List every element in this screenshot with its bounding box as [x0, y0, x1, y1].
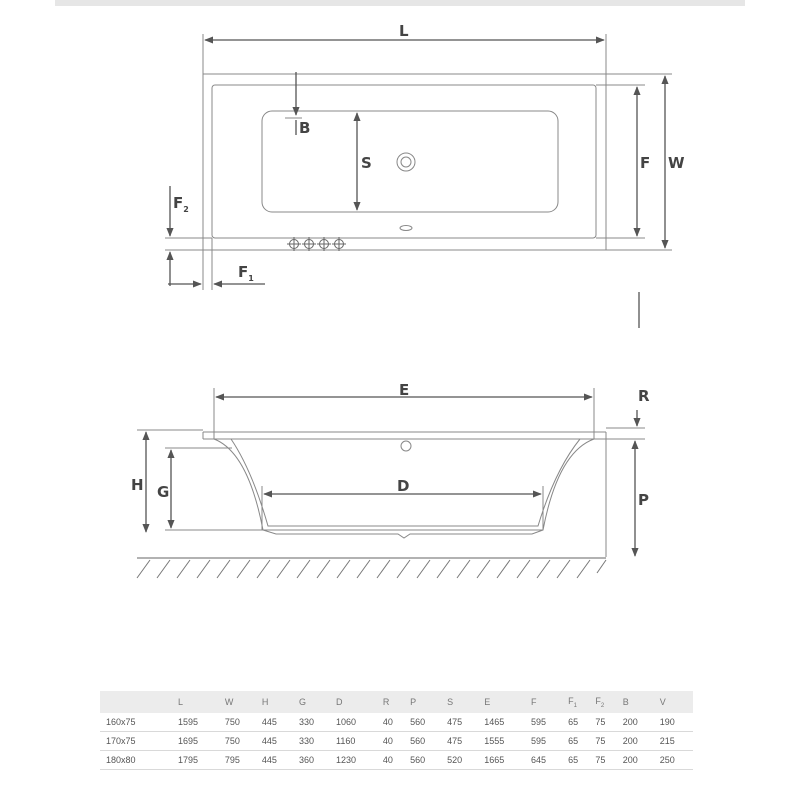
table-header-cell: E — [480, 691, 527, 713]
table-cell: 645 — [527, 751, 564, 770]
table-cell: 1555 — [480, 732, 527, 751]
table-cell: 445 — [258, 751, 295, 770]
table-cell: 40 — [379, 732, 406, 751]
tub-feet-outline — [263, 530, 543, 538]
table-row — [100, 732, 693, 751]
table-cell: 750 — [221, 713, 258, 732]
tap-icons — [287, 237, 346, 251]
label-B: B — [299, 119, 311, 137]
table-header-cell: S — [443, 691, 480, 713]
label-D: D — [397, 477, 410, 495]
table-cell: 475 — [443, 713, 480, 732]
table-cell: 1795 — [174, 751, 221, 770]
table-cell: 1060 — [332, 713, 379, 732]
table-cell: 1230 — [332, 751, 379, 770]
table-cell: 560 — [406, 751, 443, 770]
table-cell: 1160 — [332, 732, 379, 751]
table-cell: 330 — [295, 713, 332, 732]
label-P: P — [638, 491, 649, 509]
table-cell: 75 — [591, 713, 618, 732]
table-cell: 330 — [295, 732, 332, 751]
label-F: F — [640, 154, 651, 172]
table-header-cell: P — [406, 691, 443, 713]
label-S: S — [361, 154, 372, 172]
side-view-dimensions — [146, 397, 637, 556]
label-E: E — [399, 381, 410, 399]
table-header-cell: B — [619, 691, 656, 713]
table-header-cell: H — [258, 691, 295, 713]
table-cell: 560 — [406, 732, 443, 751]
label-F1: $F_1$ — [238, 263, 254, 283]
top-view-dimensions — [168, 40, 665, 328]
table-cell: 190 — [656, 713, 693, 732]
table-cell: 65 — [564, 751, 591, 770]
table-row-model: 180x80 — [100, 751, 174, 770]
table-header-cell: R — [379, 691, 406, 713]
table-cell: 445 — [258, 713, 295, 732]
table-cell: 750 — [221, 732, 258, 751]
overflow-icon — [400, 226, 412, 231]
table-header-cell: G — [295, 691, 332, 713]
table-cell: 200 — [619, 732, 656, 751]
dimensions-table — [100, 691, 693, 770]
table-header-cell: F — [527, 691, 564, 713]
table-cell: 215 — [656, 732, 693, 751]
table-header-cell: $F_1$ — [564, 691, 591, 713]
drain-icon — [397, 153, 415, 171]
tap-icon — [287, 237, 301, 251]
table-header-cell: $F_2$ — [591, 691, 618, 713]
table-cell: 1465 — [480, 713, 527, 732]
table-cell: 1695 — [174, 732, 221, 751]
tap-icon — [302, 237, 316, 251]
label-H: H — [131, 476, 144, 494]
table-cell: 200 — [619, 713, 656, 732]
label-L: L — [399, 22, 409, 40]
tub-outer-rim — [203, 74, 606, 250]
tap-icon — [317, 237, 331, 251]
overflow-side-icon — [401, 441, 411, 451]
table-cell: 445 — [258, 732, 295, 751]
tap-icon — [332, 237, 346, 251]
table-cell: 65 — [564, 713, 591, 732]
label-F2: $F_2$ — [173, 194, 189, 214]
table-cell: 200 — [619, 751, 656, 770]
table-cell: 250 — [656, 751, 693, 770]
label-R: R — [638, 387, 650, 405]
table-cell: 40 — [379, 751, 406, 770]
table-header-cell: D — [332, 691, 379, 713]
label-G: G — [157, 483, 170, 501]
table-body — [100, 713, 693, 770]
table-cell: 1665 — [480, 751, 527, 770]
table-row-model: 170x75 — [100, 732, 174, 751]
table-cell: 75 — [591, 732, 618, 751]
table-cell: 40 — [379, 713, 406, 732]
table-cell: 360 — [295, 751, 332, 770]
table-row — [100, 751, 693, 770]
table-cell: 595 — [527, 732, 564, 751]
tub-deck — [212, 85, 596, 238]
table-cell: 1595 — [174, 713, 221, 732]
table-cell: 65 — [564, 732, 591, 751]
label-W: W — [668, 154, 685, 172]
table-row-model: 160x75 — [100, 713, 174, 732]
table-header-row — [100, 691, 693, 713]
table-cell: 475 — [443, 732, 480, 751]
table-cell: 75 — [591, 751, 618, 770]
floor-hatching — [137, 560, 606, 578]
table-row — [100, 713, 693, 732]
table-header-cell — [100, 691, 174, 713]
table-header-cell: W — [221, 691, 258, 713]
side-view — [137, 388, 645, 578]
table-cell: 560 — [406, 713, 443, 732]
table-header-cell: L — [174, 691, 221, 713]
table-cell: 520 — [443, 751, 480, 770]
top-view — [165, 34, 672, 290]
table-header-cell: V — [656, 691, 693, 713]
table-cell: 595 — [527, 713, 564, 732]
table-cell: 795 — [221, 751, 258, 770]
